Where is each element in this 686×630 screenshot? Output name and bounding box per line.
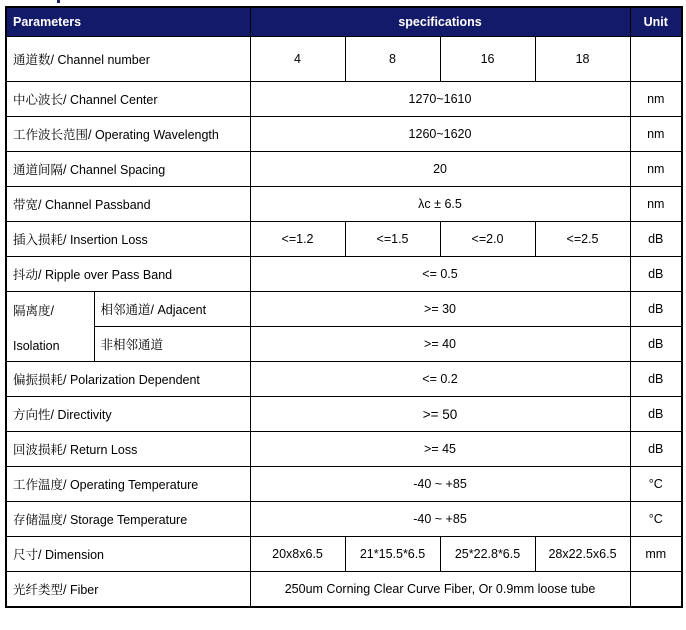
cell-value: λc ± 6.5	[250, 187, 630, 222]
cell-value: <=2.5	[535, 222, 630, 257]
cell-unit: nm	[630, 117, 682, 152]
cell-unit	[630, 572, 682, 608]
row-label: 中心波长/ Channel Center	[6, 82, 250, 117]
row-storage-temperature	[6, 502, 682, 537]
cell-unit: nm	[630, 187, 682, 222]
cell-value: 20	[250, 152, 630, 187]
cell-value: >= 30	[250, 292, 630, 327]
row-label: 回波损耗/ Return Loss	[6, 432, 250, 467]
row-label: 偏振损耗/ Polarization Dependent	[6, 362, 250, 397]
cell-value: 8	[345, 37, 440, 82]
row-ripple	[6, 257, 682, 292]
cell-value: <=1.2	[250, 222, 345, 257]
row-label: 工作波长范围/ Operating Wavelength	[6, 117, 250, 152]
row-insertion-loss	[6, 222, 682, 257]
cell-unit: °C	[630, 467, 682, 502]
row-polarization	[6, 362, 682, 397]
cell-value: -40 ~ +85	[250, 502, 630, 537]
cell-unit: °C	[630, 502, 682, 537]
isolation-label-en: Isolation	[13, 338, 60, 353]
row-channel-center	[6, 82, 682, 117]
row-channel-number	[6, 37, 682, 82]
cell-value: <= 0.5	[250, 257, 630, 292]
cell-value: -40 ~ +85	[250, 467, 630, 502]
cell-value: >= 40	[250, 327, 630, 362]
cell-value: <= 0.2	[250, 362, 630, 397]
row-operating-wavelength	[6, 117, 682, 152]
row-isolation-non-adjacent	[6, 327, 682, 362]
cell-value: 1270~1610	[250, 82, 630, 117]
cell-value: 4	[250, 37, 345, 82]
cell-value: 1260~1620	[250, 117, 630, 152]
row-fiber	[6, 572, 682, 608]
isolation-group-label	[6, 292, 94, 362]
row-directivity	[6, 397, 682, 432]
header-specifications: specifications	[250, 7, 630, 37]
row-label: 带宽/ Channel Passband	[6, 187, 250, 222]
row-label: 通道数/ Channel number	[6, 37, 250, 82]
header-unit: Unit	[630, 7, 682, 37]
cell-value: 21*15.5*6.5	[345, 537, 440, 572]
row-label: 相邻通道/ Adjacent	[94, 292, 250, 327]
cell-value: >= 50	[250, 397, 630, 432]
cell-value: 25*22.8*6.5	[440, 537, 535, 572]
cell-value: 18	[535, 37, 630, 82]
cell-value: <=2.0	[440, 222, 535, 257]
row-label: 存储温度/ Storage Temperature	[6, 502, 250, 537]
cell-value: 20x8x6.5	[250, 537, 345, 572]
row-label: 工作温度/ Operating Temperature	[6, 467, 250, 502]
row-isolation-adjacent	[6, 292, 682, 327]
isolation-label-cn: 隔离度/	[13, 303, 54, 318]
cell-value: 16	[440, 37, 535, 82]
cell-unit: dB	[630, 257, 682, 292]
cell-unit: dB	[630, 327, 682, 362]
cell-unit: dB	[630, 432, 682, 467]
row-label: 方向性/ Directivity	[6, 397, 250, 432]
row-channel-passband	[6, 187, 682, 222]
cell-value: 28x22.5x6.5	[535, 537, 630, 572]
row-channel-spacing	[6, 152, 682, 187]
cell-unit	[630, 37, 682, 82]
row-label: 尺寸/ Dimension	[6, 537, 250, 572]
row-return-loss	[6, 432, 682, 467]
cell-unit: nm	[630, 82, 682, 117]
cell-unit: dB	[630, 222, 682, 257]
cell-unit: dB	[630, 292, 682, 327]
cell-unit: nm	[630, 152, 682, 187]
row-label: 非相邻通道	[94, 327, 250, 362]
header-row	[6, 7, 682, 37]
row-operating-temperature	[6, 467, 682, 502]
row-label: 通道间隔/ Channel Spacing	[6, 152, 250, 187]
cell-value: >= 45	[250, 432, 630, 467]
cell-value: <=1.5	[345, 222, 440, 257]
cropped-text-fragment	[55, 0, 69, 3]
cell-unit: dB	[630, 362, 682, 397]
row-label: 抖动/ Ripple over Pass Band	[6, 257, 250, 292]
cell-unit: dB	[630, 397, 682, 432]
row-dimension	[6, 537, 682, 572]
row-label: 插入损耗/ Insertion Loss	[6, 222, 250, 257]
row-label: 光纤类型/ Fiber	[6, 572, 250, 608]
cell-value: 250um Corning Clear Curve Fiber, Or 0.9mm loose tube	[250, 572, 630, 608]
specification-table	[5, 6, 683, 608]
cell-unit: mm	[630, 537, 682, 572]
header-parameters: Parameters	[6, 7, 250, 37]
